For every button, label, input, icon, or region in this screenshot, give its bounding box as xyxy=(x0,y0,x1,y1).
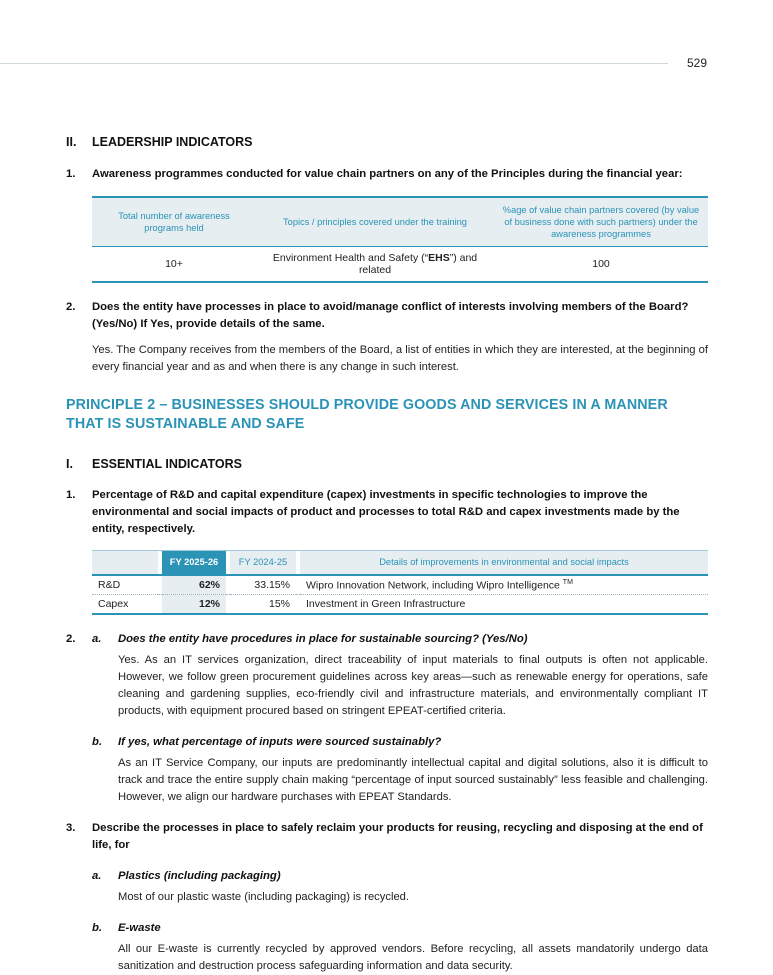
answer-text: Most of our plastic waste (including packaging) is recycled. xyxy=(118,891,410,903)
table-cell: Environment Health and Safety (“EHS”) and related xyxy=(256,247,494,283)
question-awareness xyxy=(66,166,708,183)
section-title: ESSENTIAL INDICATORS xyxy=(92,457,243,471)
question-text: Percentage of R&D and capital expenditure (capex) investments in specific technologies to improve the environmental and social impacts of product and processes to total R&D and capex investments made by the entity, respectively. xyxy=(92,489,680,535)
column-header: %age of value chain partners covered (by value of business done with such partners) under the awareness programmes xyxy=(494,197,708,247)
question-text: Does the entity have processes in place to avoid/manage conflict of interests involving members of the Board? (Yes/No) If Yes, provide details of the same. xyxy=(92,301,689,330)
header-rule xyxy=(0,63,668,64)
table-header-row xyxy=(92,197,708,247)
question-number: 3. xyxy=(66,822,76,834)
subquestion-b xyxy=(92,734,708,751)
section-number: II. xyxy=(66,135,77,149)
section-title: LEADERSHIP INDICATORS xyxy=(92,135,253,149)
awareness-table xyxy=(92,196,708,283)
table-cell: 12% xyxy=(162,595,226,615)
question-number: 1. xyxy=(66,489,76,501)
question-text: Awareness programmes conducted for value chain partners on any of the Principles during the financial year: xyxy=(92,168,683,180)
question-rd-capex xyxy=(66,487,708,538)
subquestion-plastics xyxy=(92,868,708,885)
table-header-row xyxy=(92,551,708,575)
page-number: 529 xyxy=(686,56,707,70)
section-heading-essential xyxy=(66,457,708,471)
question-number: 2. xyxy=(66,633,76,645)
principle-heading: PRINCIPLE 2 – BUSINESSES SHOULD PROVIDE GOODS AND SERVICES IN A MANNER THAT IS SUSTAINABLE AND SAFE xyxy=(66,397,668,432)
subquestion-ewaste xyxy=(92,920,708,937)
trademark-mark: TM xyxy=(562,578,573,586)
table-row xyxy=(92,247,708,283)
table-cell: 15% xyxy=(230,595,296,615)
subquestion-text: Does the entity have procedures in place for sustainable sourcing? (Yes/No) xyxy=(118,633,528,645)
column-header: Details of improvements in environmental and social impacts xyxy=(300,551,708,575)
answer-text: All our E-waste is currently recycled by approved vendors. Before recycling, all assets mandatorily undergo data sanitization and destruction process safeguarding information and data security. xyxy=(118,943,708,972)
subquestion-letter: b. xyxy=(92,736,103,748)
subquestion-text: If yes, what percentage of inputs were sourced sustainably? xyxy=(118,736,442,748)
subquestion-text: E-waste xyxy=(118,922,161,934)
question-number: 1. xyxy=(66,168,76,180)
subquestion-a xyxy=(92,631,528,648)
table-cell: Investment in Green Infrastructure xyxy=(300,595,708,615)
column-header: FY 2024-25 xyxy=(230,551,296,575)
table-cell: Wipro Innovation Network, including Wipro Intelligence ™ xyxy=(300,575,708,595)
subquestion-letter: a. xyxy=(92,633,102,645)
subquestion-letter: b. xyxy=(92,922,103,934)
row-label: Capex xyxy=(92,595,158,615)
answer-text: Yes. The Company receives from the members of the Board, a list of entities in which they are interested, at the beginning of every financial year and as and when there is any change in such interest. xyxy=(92,344,708,373)
section-number: I. xyxy=(66,457,73,471)
table-cell: 100 xyxy=(494,247,708,283)
column-header: Total number of awareness programs held xyxy=(92,197,256,247)
column-header xyxy=(92,551,158,575)
table-cell: 10+ xyxy=(92,247,256,283)
answer-text: As an IT Service Company, our inputs are predominantly intellectual capital and digital solutions, also it is difficult to track and trace the entire supply chain making “percentage of input sourced sustainably” less feasible and challenging. However, we align our hardware purchases with EPEAT Standards. xyxy=(118,757,708,803)
table-row xyxy=(92,575,708,595)
column-header: Topics / principles covered under the training xyxy=(256,197,494,247)
answer-text: Yes. As an IT services organization, direct traceability of input materials to final outputs is often not applicable. However, we follow green procurement guidelines across key areas—such as renewable energy for operations, safe cleaning and gardening supplies, eco-friendly civil and infrastructure materials, and environmentally compliant IT products, with equipment procured based on stringent EPEAT-certified criteria. xyxy=(118,654,708,717)
subquestion-text: Plastics (including packaging) xyxy=(118,870,281,882)
question-text: Describe the processes in place to safely reclaim your products for reusing, recycling and disposing at the end of life, for xyxy=(92,822,703,851)
page-content xyxy=(66,135,708,975)
question-reclaim-products xyxy=(66,820,708,854)
column-header-current-year: FY 2025-26 xyxy=(162,551,226,575)
rd-capex-table xyxy=(92,550,708,615)
subquestion-letter: a. xyxy=(92,870,102,882)
table-row xyxy=(92,595,708,615)
question-sustainable-sourcing xyxy=(66,631,708,648)
table-cell: 62% xyxy=(162,575,226,595)
question-number: 2. xyxy=(66,301,76,313)
row-label: R&D xyxy=(92,575,158,595)
table-cell: 33.15% xyxy=(230,575,296,595)
section-heading-leadership xyxy=(66,135,708,149)
question-conflict-of-interest xyxy=(66,299,708,333)
